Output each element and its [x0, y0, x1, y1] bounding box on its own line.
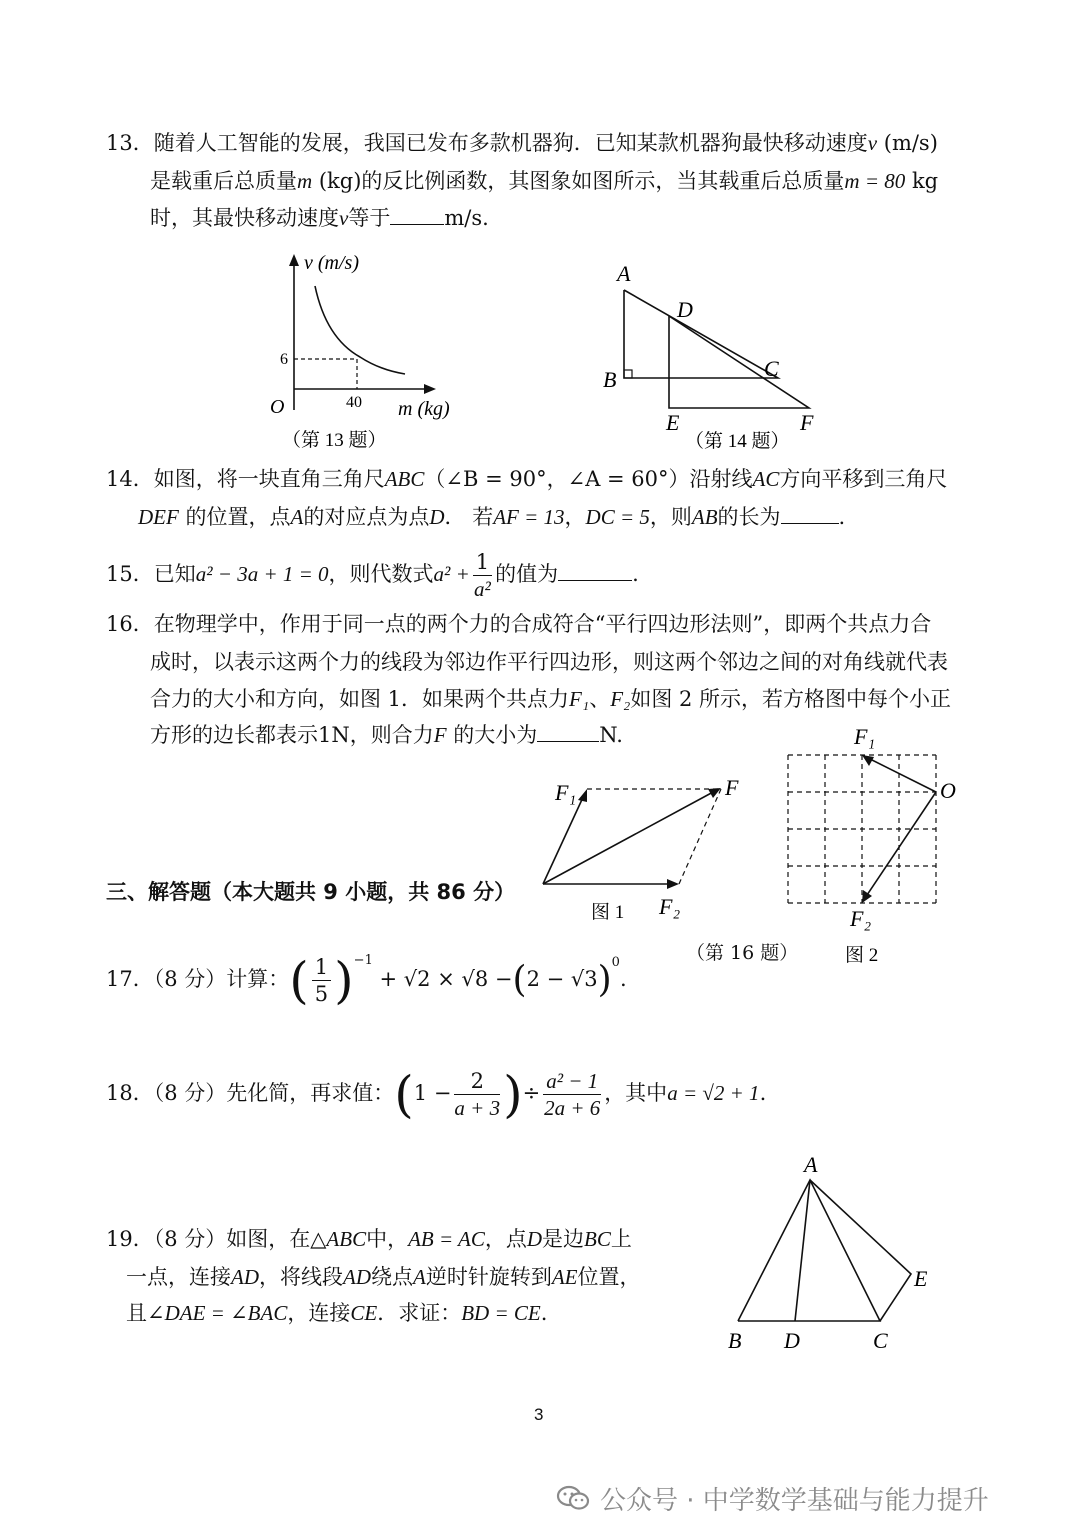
triangle-abc: [624, 290, 778, 378]
page-number: 3: [534, 1405, 544, 1424]
wechat-icon: [556, 1484, 590, 1512]
answer-blank[interactable]: [537, 721, 599, 742]
figure-16-caption: （第 16 题）: [686, 942, 799, 964]
triangle-def: [669, 316, 809, 408]
label-d: D: [677, 297, 693, 322]
fraction: $\frac{1}{5}$: [312, 954, 331, 1007]
q14-line2: DEF 的位置，点A的对应点为点D． 若AF = 13，DC = 5，则AB的长为 .: [138, 505, 846, 529]
vector-f1: [866, 757, 936, 792]
label-e: E: [914, 1266, 928, 1291]
q19-line2: 一点，连接AD，将线段AD绕点A逆时针旋转到AE位置，: [126, 1265, 641, 1289]
label-d: D: [784, 1328, 800, 1353]
q13-line2: 是载重后总质量m (kg)的反比例函数，其图象如图所示，当其载重后总质量m = 80 kg: [150, 169, 939, 193]
figure-19-triangle: [720, 1150, 950, 1360]
q19-number: 19．（8 分）如图，在△: [106, 1227, 327, 1251]
inverse-curve: [315, 286, 405, 374]
q16-line1: 16．在物理学中，作用于同一点的两个力的合成符合“平行四边形法则”，即两个共点力合: [106, 612, 932, 636]
figure-16-2: [770, 720, 1000, 970]
watermark: [556, 1470, 989, 1526]
fraction: $\frac{1}{\text{a²}}$: [474, 550, 491, 601]
y-label: v (m/s): [304, 252, 359, 274]
q15-line: 15．已知a² − 3a + 1 = 0，则代数式a² + $\frac{1}{\text{a²}}$ 的值为 .: [106, 550, 639, 601]
vector-f1: [543, 793, 585, 884]
arrow-f1-icon: [578, 789, 587, 802]
label-f: F: [800, 410, 814, 435]
q14-line1: 14．如图，将一块直角三角尺ABC（∠B = 90°，∠A = 60°）沿射线AC方向平移到三角尺: [106, 467, 948, 491]
q19-line1: 19．（8 分）如图，在△ABC中，AB = AC，点D是边BC上: [106, 1227, 632, 1251]
q18-number: 18．（8 分）先化简，再求值：: [106, 1081, 395, 1105]
segment-ad: [795, 1180, 810, 1321]
section-heading: 三、解答题（本大题共 9 小题，共 86 分）: [106, 880, 516, 904]
answer-blank[interactable]: [390, 204, 444, 225]
label-c: C: [764, 356, 779, 381]
q16-number: 16．: [106, 612, 154, 636]
label-b: B: [728, 1328, 742, 1353]
label-a: A: [617, 261, 631, 286]
label-f1: F₁: [555, 780, 577, 805]
label-f2: F₂: [850, 906, 872, 931]
q16-line2: 成时，以表示这两个力的线段为邻边作平行四边形，则这两个邻边之间的对角线就代表: [150, 650, 948, 674]
q18-line: 18．（8 分）先化简，再求值：(1 − $\frac{2}{a + 3}$ )÷ $\frac{\text{a² − 1}}{2a + 6}$ ，其中a = √2 + 1.: [106, 1065, 767, 1124]
answer-blank[interactable]: [781, 503, 839, 524]
right-angle-mark: [624, 370, 632, 378]
fraction-2: $\frac{\text{a² − 1}}{2a + 6}$: [544, 1069, 601, 1120]
fraction-1: $\frac{2}{a + 3}$: [454, 1069, 501, 1120]
x-tick: 40: [346, 394, 362, 411]
x-axis-arrow-icon: [424, 384, 436, 394]
label-e: E: [666, 410, 680, 435]
q17-number: 17．（8 分）计算：: [106, 967, 290, 991]
q15-number: 15．: [106, 562, 154, 586]
origin-label: O: [270, 396, 285, 418]
figure-16-1-caption: 图 1: [591, 902, 625, 923]
label-c: C: [873, 1328, 888, 1353]
watermark-text: 公众号 · 中学数学基础与能力提升: [600, 1485, 989, 1516]
q13-line1: 13．随着人工智能的发展，我国已发布多款机器狗．已知某款机器狗最快移动速度v (m/s): [106, 131, 938, 155]
label-f1: F₁: [854, 724, 876, 749]
label-b: B: [603, 367, 617, 392]
dashed-grid: [788, 755, 936, 903]
figure-13-graph: [260, 250, 480, 450]
answer-blank[interactable]: [558, 560, 632, 581]
y-tick: 6: [280, 351, 288, 368]
arrow-f2-icon: [862, 890, 872, 903]
dashed-right: [679, 789, 721, 884]
figure-16-2-caption: 图 2: [845, 945, 879, 966]
arrow-f2-icon: [667, 879, 679, 889]
q19-line3: 且∠DAE = ∠BAC，连接CE．求证：BD = CE.: [126, 1301, 548, 1325]
label-f2: F₂: [659, 894, 681, 919]
q14-number: 14．: [106, 467, 154, 491]
label-f: F: [725, 775, 739, 800]
y-axis-arrow-icon: [289, 254, 299, 266]
figure-13-caption: （第 13 题）: [282, 430, 387, 451]
label-a: A: [804, 1152, 818, 1177]
q16-line4: 方形的边长都表示1N，则合力F 的大小为 N.: [150, 723, 623, 747]
q13-number: 13．: [106, 131, 154, 155]
figure-16-1: [535, 770, 765, 930]
segment-ae-ec: [810, 1180, 911, 1321]
triangle-abc: [738, 1180, 880, 1321]
figure-14-triangles: [595, 255, 835, 455]
q13-line3: 时，其最快移动速度v等于 m/s.: [150, 206, 489, 230]
label-o: O: [940, 778, 956, 803]
figure-14-caption: （第 14 题）: [685, 431, 790, 452]
x-label: m (kg): [398, 398, 450, 420]
q17-line: 17．（8 分）计算：( $\frac{1}{5}$ )$^{-1} + √2 \times √8 -(2 - √3)^0$.: [106, 951, 627, 1010]
q16-line3: 合力的大小和方向，如图 1．如果两个共点力F₁、F₂如图 2 所示，若方格图中每个小正: [150, 687, 952, 711]
vector-f2: [865, 792, 936, 898]
